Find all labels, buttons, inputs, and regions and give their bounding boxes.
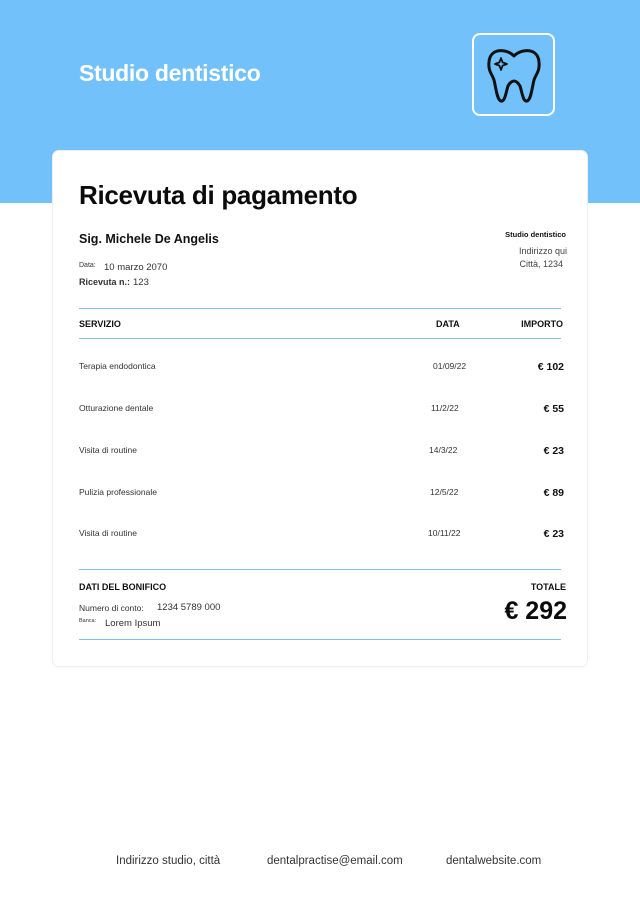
row-date: 12/5/22 [430,487,459,497]
row-date: 14/3/22 [429,445,458,455]
total-label: TOTALE [530,582,566,592]
row-service: Terapia endodontica [79,361,156,371]
row-date: 11/2/22 [431,403,459,413]
divider [79,338,561,339]
row-date: 01/09/22 [433,361,467,371]
tooth-icon [484,44,544,106]
bank-value: Lorem Ipsum [105,618,161,629]
brand-title: Studio dentistico [79,60,261,86]
row-service: Otturazione dentale [79,403,154,413]
footer-address: Indirizzo studio, città [116,855,221,867]
row-service: Pulizia professionale [79,487,157,497]
row-service: Visita di routine [79,528,137,538]
account-label: Numero di conto: [79,603,144,613]
account-value: 1234 5789 000 [157,602,221,613]
studio-name: Studio dentistico [505,230,566,239]
row-service: Visita di routine [79,445,137,455]
client-name: Sig. Michele De Angelis [79,232,219,246]
footer-email[interactable]: dentalpractise@email.com [267,855,403,867]
studio-address-line1: Indirizzo qui [518,246,567,256]
row-date: 10/11/22 [428,528,461,538]
column-header-amount: IMPORTO [521,319,563,329]
row-amount: € 23 [543,445,564,457]
date-value: 10 marzo 2070 [104,262,168,273]
logo [472,33,555,116]
row-amount: € 102 [537,361,564,373]
date-label: Data: [79,262,96,269]
divider [79,308,561,309]
divider [79,639,561,640]
row-amount: € 55 [543,403,564,415]
receipt-number-value: 123 [133,277,149,288]
payment-heading: DATI DEL BONIFICO [79,582,167,592]
row-amount: € 23 [543,528,564,540]
studio-address-line2: Città, 1234 [519,259,563,269]
receipt-number-label: Ricevuta n.: [79,277,131,287]
receipt-title: Ricevuta di pagamento [79,180,358,210]
row-amount: € 89 [543,487,564,499]
column-header-date: DATA [436,319,460,329]
bank-label: Banca: [79,618,97,624]
column-header-service: SERVIZIO [79,319,121,329]
total-value: € 292 [504,597,567,625]
footer-website[interactable]: dentalwebsite.com [446,855,542,867]
divider [79,569,561,570]
